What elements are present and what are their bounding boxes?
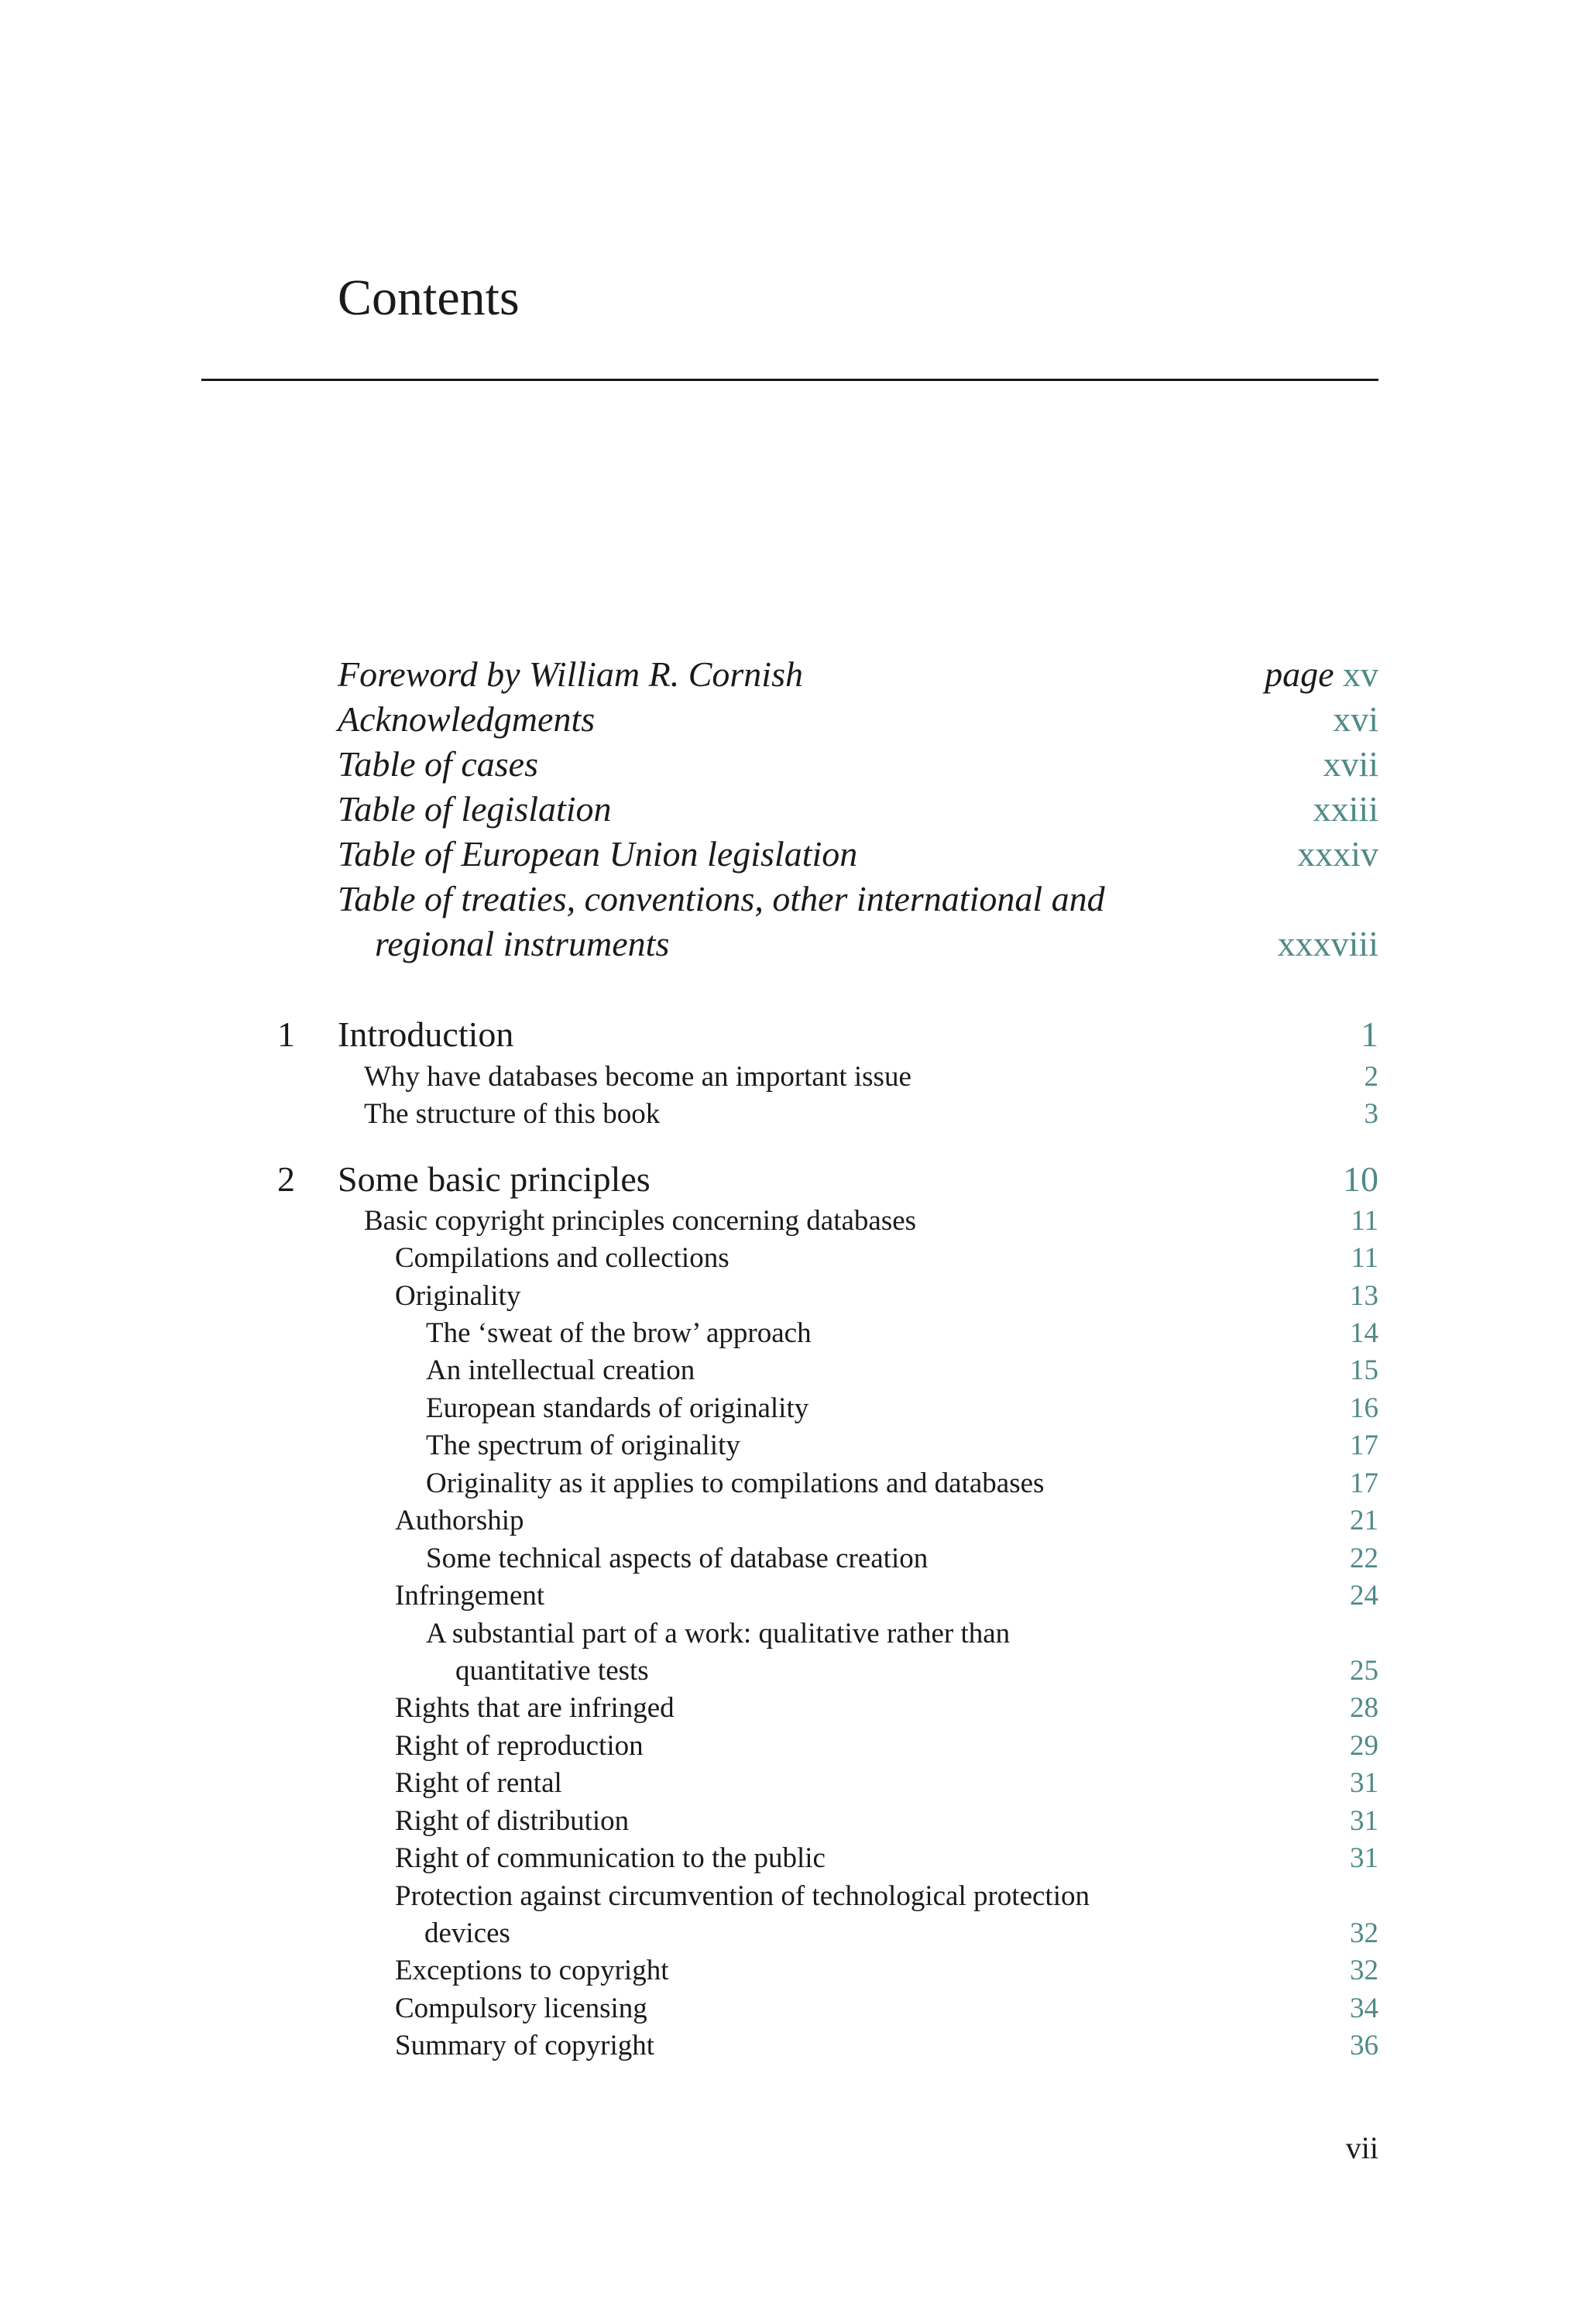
toc-section-page: 21 bbox=[1350, 1505, 1378, 1536]
toc-section-page: 16 bbox=[1350, 1392, 1378, 1424]
toc-page-treaties: xxxviii bbox=[1277, 924, 1378, 963]
toc-section-page: 3 bbox=[1364, 1098, 1378, 1130]
toc-section-page: 36 bbox=[1350, 2030, 1378, 2061]
toc-section-page: 11 bbox=[1351, 1242, 1378, 1274]
page-label: page bbox=[1265, 654, 1334, 694]
toc-section-page: 31 bbox=[1350, 1842, 1378, 1874]
toc-page-foreword bbox=[1265, 654, 1378, 694]
toc-section-page: 17 bbox=[1350, 1430, 1378, 1461]
toc-section-page: 34 bbox=[1350, 1993, 1378, 2024]
toc-subsection[interactable]: Rights that are infringed bbox=[395, 1692, 675, 1724]
toc-page-table-of-cases: xvii bbox=[1323, 744, 1378, 784]
toc-section-page: 31 bbox=[1350, 1767, 1378, 1799]
toc-subsection-cont[interactable]: devices bbox=[424, 1917, 510, 1949]
toc-subsubsection[interactable]: Some technical aspects of database creation bbox=[426, 1543, 929, 1574]
toc-subsection[interactable]: Protection against circumvention of technological protection bbox=[395, 1880, 1090, 1912]
page-folio: vii bbox=[1345, 2130, 1378, 2165]
toc-entry-eu-legislation[interactable]: Table of European Union legislation bbox=[338, 834, 858, 874]
toc-subsubsection[interactable]: The spectrum of originality bbox=[426, 1430, 740, 1461]
chapter-number: 2 bbox=[277, 1159, 295, 1199]
toc-section-page: 22 bbox=[1350, 1543, 1378, 1574]
chapter-number: 1 bbox=[277, 1014, 295, 1054]
toc-entry-table-of-legislation[interactable]: Table of legislation bbox=[338, 789, 612, 829]
toc-subsubsection[interactable]: A substantial part of a work: qualitative rather than bbox=[426, 1618, 1011, 1649]
toc-subsubsection-cont[interactable]: quantitative tests bbox=[455, 1655, 649, 1687]
toc-subsection[interactable]: Right of reproduction bbox=[395, 1730, 644, 1762]
toc-section-page: 11 bbox=[1351, 1205, 1378, 1237]
toc-entry-table-of-cases[interactable]: Table of cases bbox=[338, 744, 538, 784]
toc-subsection[interactable]: Right of distribution bbox=[395, 1805, 630, 1837]
chapter-page: 1 bbox=[1361, 1014, 1378, 1054]
toc-section[interactable]: Basic copyright principles concerning databases bbox=[364, 1205, 917, 1237]
toc-section-page: 2 bbox=[1364, 1061, 1378, 1093]
chapter-title[interactable]: Some basic principles bbox=[338, 1159, 651, 1199]
page-number: xv bbox=[1343, 654, 1378, 694]
toc-subsubsection[interactable]: European standards of originality bbox=[426, 1392, 809, 1424]
toc-subsection[interactable]: Right of communication to the public bbox=[395, 1842, 826, 1874]
toc-entry-foreword[interactable]: Foreword by William R. Cornish bbox=[338, 654, 803, 694]
toc-page-acknowledgments: xvi bbox=[1333, 699, 1378, 739]
toc-section-page: 17 bbox=[1350, 1468, 1378, 1499]
toc-section-page: 32 bbox=[1350, 1917, 1378, 1949]
toc-subsection[interactable]: Infringement bbox=[395, 1580, 545, 1612]
toc-entry-treaties[interactable]: Table of treaties, conventions, other international and bbox=[338, 879, 1105, 918]
toc-subsubsection[interactable]: The ‘sweat of the brow’ approach bbox=[426, 1317, 812, 1349]
toc-subsection[interactable]: Originality bbox=[395, 1280, 521, 1312]
toc-section-page: 28 bbox=[1350, 1692, 1378, 1724]
toc-subsection[interactable]: Compilations and collections bbox=[395, 1242, 729, 1274]
toc-entry-acknowledgments[interactable]: Acknowledgments bbox=[338, 699, 596, 739]
toc-page-table-of-legislation: xxiii bbox=[1313, 789, 1378, 829]
toc-subsection[interactable]: Right of rental bbox=[395, 1767, 562, 1799]
toc-subsubsection[interactable]: Originality as it applies to compilations and databases bbox=[426, 1468, 1045, 1499]
toc-section-page: 29 bbox=[1350, 1730, 1378, 1762]
toc-subsection[interactable]: Authorship bbox=[395, 1505, 524, 1536]
toc-section-page: 24 bbox=[1350, 1580, 1378, 1612]
toc-section-page: 13 bbox=[1350, 1280, 1378, 1312]
toc-subsection[interactable]: Exceptions to copyright bbox=[395, 1955, 669, 1986]
toc-section-page: 32 bbox=[1350, 1955, 1378, 1986]
toc-page-eu-legislation: xxxiv bbox=[1297, 834, 1378, 874]
toc-section-page: 31 bbox=[1350, 1805, 1378, 1837]
toc-section[interactable]: Why have databases become an important issue bbox=[364, 1061, 911, 1093]
toc-entry-treaties-cont[interactable]: regional instruments bbox=[375, 924, 670, 963]
toc-section-page: 25 bbox=[1350, 1655, 1378, 1687]
toc-subsection[interactable]: Summary of copyright bbox=[395, 2030, 655, 2061]
page-title: Contents bbox=[338, 269, 520, 326]
toc-section-page: 14 bbox=[1350, 1317, 1378, 1349]
toc-section-page: 15 bbox=[1350, 1354, 1378, 1386]
toc-subsection[interactable]: Compulsory licensing bbox=[395, 1993, 647, 2024]
toc-subsubsection[interactable]: An intellectual creation bbox=[426, 1354, 695, 1386]
chapter-page: 10 bbox=[1343, 1159, 1378, 1199]
chapter-title[interactable]: Introduction bbox=[338, 1014, 514, 1054]
toc-section[interactable]: The structure of this book bbox=[364, 1098, 661, 1130]
